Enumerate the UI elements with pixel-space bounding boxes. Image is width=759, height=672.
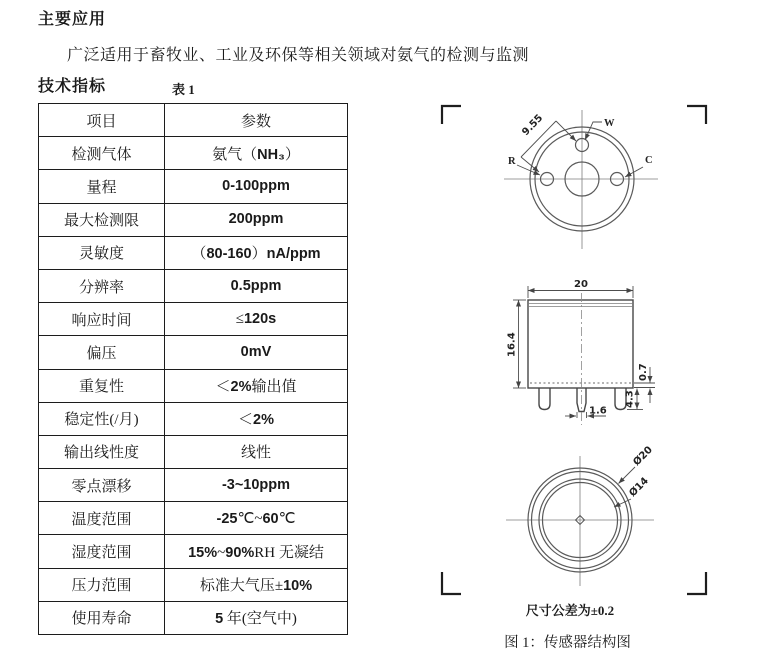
spec-value: ≤120s (165, 303, 348, 336)
spec-value: -3~10ppm (165, 469, 348, 502)
table-row (39, 104, 348, 137)
dim-body-height-label: 16.4 (506, 332, 518, 357)
spec-value: 氨气（NH₃） (165, 137, 348, 170)
crop-mark-bottom-left (442, 572, 461, 594)
spec-label: 偏压 (39, 336, 165, 369)
sensor-structure-figure (430, 95, 722, 607)
spec-value: （80-160）nA/ppm (165, 236, 348, 269)
dim-base-thickness-label: 0.7 (638, 363, 649, 381)
spec-label: 压力范围 (39, 568, 165, 601)
spec-value: -25℃~60℃ (165, 502, 348, 535)
figure-caption: 图 1：传感器结构图 (504, 635, 631, 651)
table-row (39, 402, 348, 435)
spec-label: 最大检测限 (39, 203, 165, 236)
table-row (39, 203, 348, 236)
table-row (39, 469, 348, 502)
table-row (39, 269, 348, 302)
spec-label: 温度范围 (39, 502, 165, 535)
spec-value: 参数 (165, 104, 348, 137)
table-row (39, 303, 348, 336)
spec-label: 零点漂移 (39, 469, 165, 502)
spec-label: 使用寿命 (39, 601, 165, 634)
dim-pin-diameter-label: 1.6 (589, 405, 607, 417)
pin-left (539, 388, 550, 410)
crop-mark-top-left (442, 106, 461, 124)
table-row (39, 502, 348, 535)
intro-text: 广泛适用于畜牧业、工业及环保等相关领域对氨气的检测与监测 (67, 47, 530, 64)
spec-value: 0-100ppm (165, 170, 348, 203)
spec-label: 重复性 (39, 369, 165, 402)
side-view-drawing (507, 279, 656, 425)
table-row (39, 336, 348, 369)
crop-mark-bottom-right (687, 572, 706, 594)
spec-label: 稳定性(/月) (39, 402, 165, 435)
pin-w-label: W (604, 118, 615, 129)
pin-c-label: C (645, 155, 653, 166)
dim-inner-diameter-label: Ø14 (627, 475, 651, 500)
bottom-view-drawing (506, 444, 655, 586)
section-heading-specs: 技术指标 (38, 78, 107, 95)
spec-label: 分辨率 (39, 269, 165, 302)
spec-table (38, 103, 348, 635)
spec-label: 项目 (39, 104, 165, 137)
table-row (39, 601, 348, 634)
top-view-drawing (504, 110, 658, 249)
spec-value: 200ppm (165, 203, 348, 236)
dim-pin-length-label: 4.3 (624, 390, 636, 408)
spec-value: 0.5ppm (165, 269, 348, 302)
crop-mark-top-right (687, 106, 706, 124)
spec-value: ＜2%输出值 (165, 369, 348, 402)
table-row (39, 170, 348, 203)
spec-label: 检测气体 (39, 137, 165, 170)
table-row (39, 369, 348, 402)
spec-value: 标准大气压±10% (165, 568, 348, 601)
pin-r-label: R (508, 156, 516, 167)
spec-label: 灵敏度 (39, 236, 165, 269)
spec-value: 线性 (165, 435, 348, 468)
table-row (39, 236, 348, 269)
dim-pin-spacing-label: 9.55 (520, 112, 546, 139)
spec-value: 0mV (165, 336, 348, 369)
tolerance-note: 尺寸公差为±0.2 (525, 603, 615, 618)
spec-label: 输出线性度 (39, 435, 165, 468)
spec-value: 5 年(空气中) (165, 601, 348, 634)
table-row (39, 535, 348, 568)
spec-label: 响应时间 (39, 303, 165, 336)
spec-value: ＜2% (165, 402, 348, 435)
dim-outer-diameter-label: Ø20 (631, 444, 655, 469)
spec-value: 15%~90%RH 无凝结 (165, 535, 348, 568)
table-row (39, 568, 348, 601)
table-row (39, 137, 348, 170)
spec-label: 湿度范围 (39, 535, 165, 568)
spec-label: 量程 (39, 170, 165, 203)
table-tag: 表 1 (172, 82, 195, 97)
page-title: 主要应用 (38, 11, 107, 28)
dim-body-width-label: 20 (574, 279, 588, 290)
table-row (39, 435, 348, 468)
